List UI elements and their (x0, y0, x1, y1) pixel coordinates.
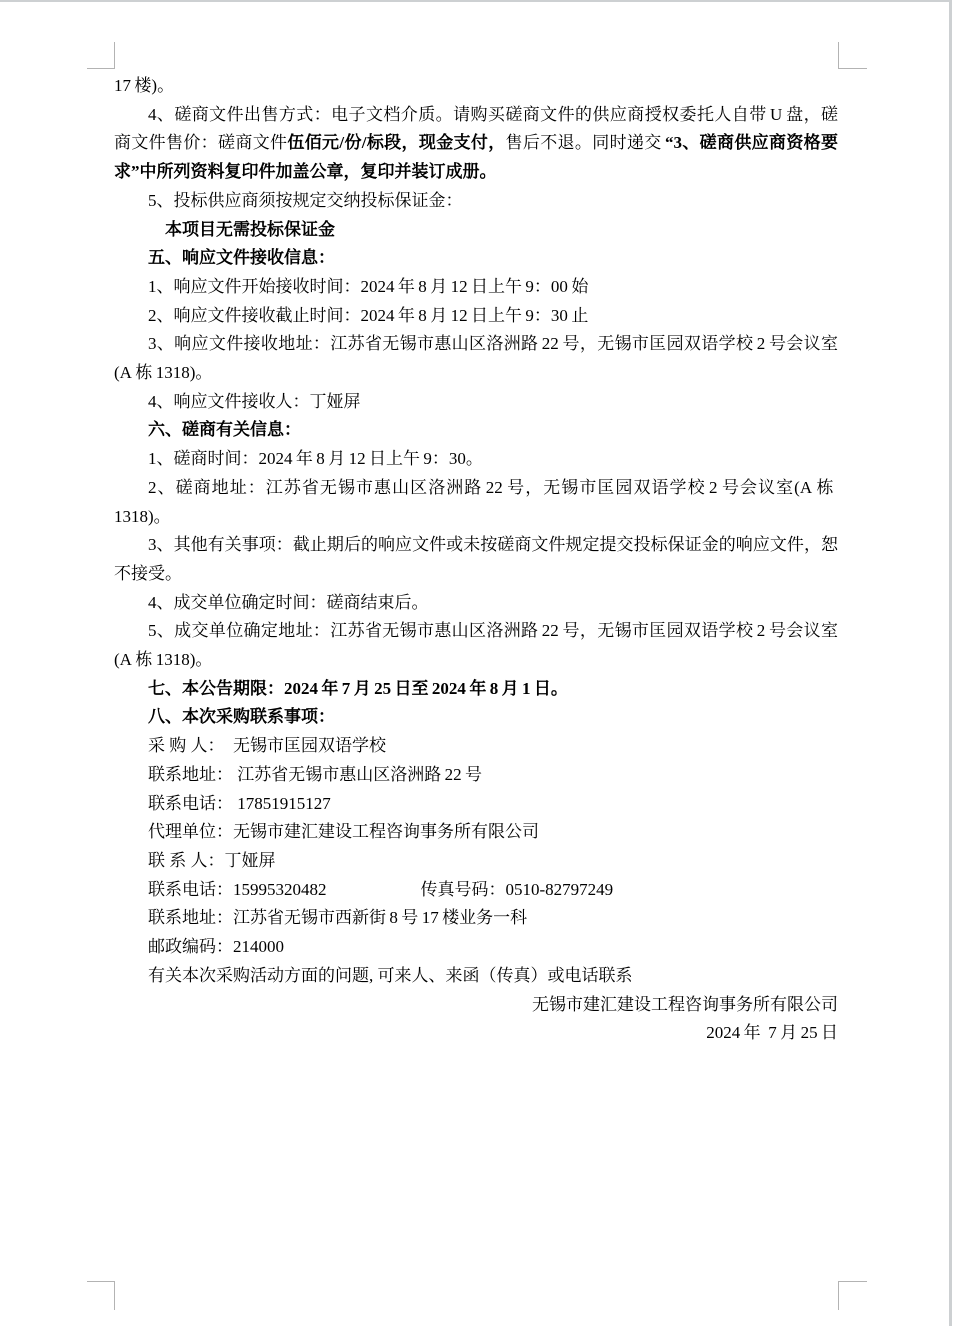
heading-negotiation-info: 六、磋商有关信息： (148, 420, 301, 440)
text-run: 4、磋商文件出售方式：电子文档介质。请购买磋商文件的供应商授权委托人自带 U 盘，磋商文件售价：磋商文件 (114, 104, 838, 153)
para-doc-sale-method (114, 101, 838, 187)
para-agent-company: 代理单位：无锡市建汇建设工程咨询事务所有限公司 (148, 822, 539, 842)
para-inquiry-note: 有关本次采购活动方面的问题, 可来人、来函（传真）或电话联系 (148, 965, 633, 985)
para-negotiation-time: 1、磋商时间：2024 年 8 月 12 日上午 9：30。 (148, 449, 483, 469)
para-award-time: 4、成交单位确定时间：磋商结束后。 (148, 592, 429, 612)
para-receive-deadline: 2、响应文件接收截止时间：2024 年 8 月 12 日上午 9：30 止 (148, 305, 589, 325)
para-other-matters: 3、其他有关事项：截止期后的响应文件或未按磋商文件规定提交投标保证金的响应文件，恕不接受。 (114, 535, 838, 583)
para-signature-company: 无锡市建汇建设工程咨询事务所有限公司 (532, 994, 838, 1014)
para-receive-address: 3、响应文件接收地址：江苏省无锡市惠山区洛洲路 22 号，无锡市匡园双语学校 2 号会议室(A 栋 1318)。 (114, 334, 838, 383)
para-purchaser-phone: 联系电话： 17851915127 (148, 793, 331, 813)
heading-contact-matters: 八、本次采购联系事项： (148, 707, 335, 727)
crop-mark-top-left (87, 42, 115, 69)
para-negotiation-address: 2、磋商地址：江苏省无锡市惠山区洛洲路 22 号，无锡市匡园双语学校 2 号会议室(A 栋 1318)。 (114, 477, 838, 526)
para-receive-start-time: 1、响应文件开始接收时间：2024 年 8 月 12 日上午 9：00 始 (148, 276, 589, 296)
text-run-bold-price: 伍佰元/份/标段，现金支付， (287, 133, 506, 153)
text-run-bold-requirement: “3、磋商供应商资格要求”中所列资料复印件加盖公章，复印并装订成册。 (114, 133, 839, 182)
crop-mark-top-right (838, 42, 867, 69)
crop-mark-bottom-left (87, 1281, 115, 1310)
heading-response-file-info: 五、响应文件接收信息： (148, 248, 335, 268)
para-receiver: 4、响应文件接收人：丁娅屏 (148, 391, 361, 411)
para-continuation: 17 楼)。 (114, 76, 175, 95)
para-no-deposit: 本项目无需投标保证金 (165, 219, 335, 239)
text-run: 售后不退。同时递交 (505, 133, 665, 153)
para-agent-contact-person: 联 系 人：丁娅屏 (148, 850, 276, 870)
para-purchaser: 采 购 人： 无锡市匡园双语学校 (148, 736, 386, 756)
heading-announcement-period: 七、本公告期限：2024 年 7 月 25 日至 2024 年 8 月 1 日。 (148, 678, 568, 698)
para-bid-deposit: 5、投标供应商须按规定交纳投标保证金： (148, 190, 463, 210)
agent-fax: 传真号码：0510-82797249 (420, 879, 614, 899)
para-signature-date: 2024 年 7 月 25 日 (706, 1023, 838, 1043)
para-postal-code: 邮政编码：214000 (148, 937, 284, 957)
para-purchaser-address: 联系地址： 江苏省无锡市惠山区洛洲路 22 号 (148, 764, 483, 784)
window-right-edge-line (949, 0, 952, 1326)
para-agent-phone-fax (114, 876, 838, 905)
para-award-address: 5、成交单位确定地址：江苏省无锡市惠山区洛洲路 22 号，无锡市匡园双语学校 2 号会议室(A 栋 1318)。 (114, 621, 838, 670)
crop-mark-bottom-right (838, 1281, 867, 1310)
para-agent-address: 联系地址：江苏省无锡市西新街 8 号 17 楼业务一科 (148, 908, 528, 928)
window-top-edge-line (0, 0, 950, 2)
document-body (114, 72, 838, 1048)
agent-phone: 联系电话：15995320482 (148, 879, 327, 899)
